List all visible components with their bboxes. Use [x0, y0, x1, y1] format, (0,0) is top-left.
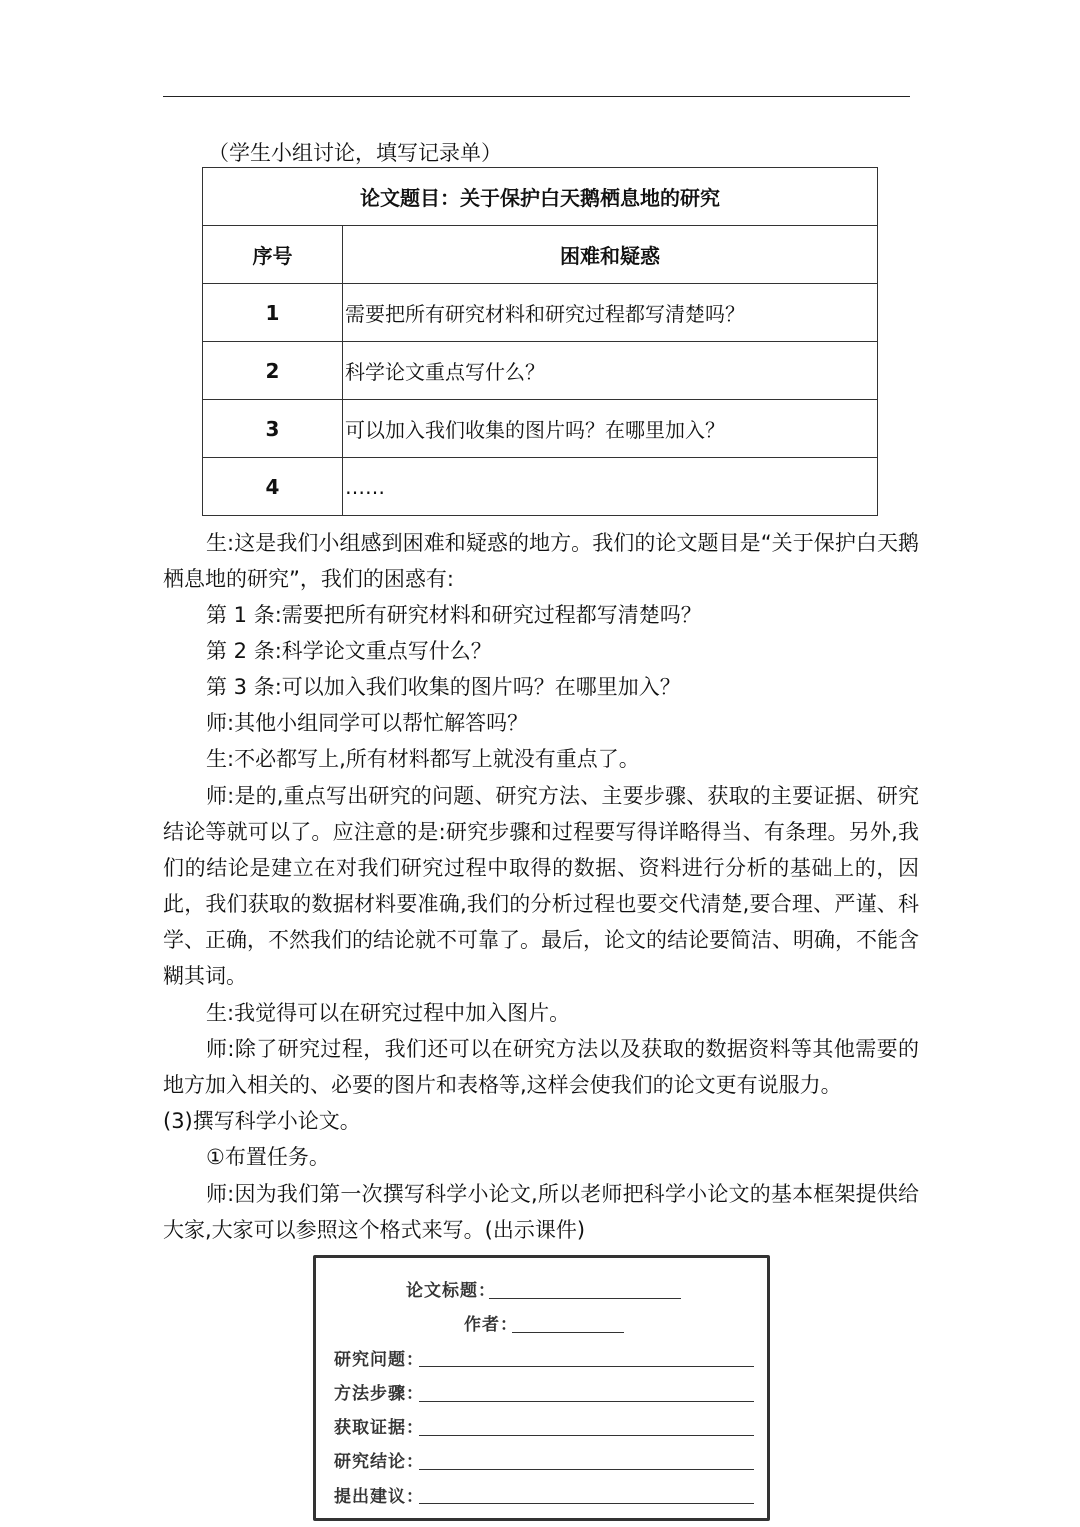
form-title-line: [489, 1298, 681, 1299]
form-field-line: [419, 1469, 754, 1470]
row-question: 科学论文重点写什么？: [343, 342, 878, 400]
paragraph-item-3: 第 3 条:可以加入我们收集的图片吗？在哪里加入？: [206, 675, 681, 699]
paragraph-teacher-3: 师:除了研究过程，我们还可以在研究方法以及获取的数据资料等其他需要的地方加入相关的、必要的图片和表格等,这样会使我们的论文更有说服力。: [163, 1037, 919, 1097]
form-field-line: [419, 1435, 754, 1436]
paragraph-student-2: 生:不必都写上,所有材料都写上就没有重点了。: [206, 747, 640, 771]
paragraph-item-2: 第 2 条:科学论文重点写什么？: [206, 639, 492, 663]
row-number: 4: [203, 458, 343, 516]
table-title: 论文题目：关于保护白天鹅栖息地的研究: [203, 168, 878, 226]
form-field-label: 提出建议：: [334, 1487, 424, 1507]
form-field-label: 研究结论：: [334, 1452, 424, 1472]
task-heading: ①布置任务。: [206, 1145, 330, 1169]
form-field-line: [419, 1366, 754, 1367]
form-field-label: 研究问题：: [334, 1350, 424, 1370]
form-field-line: [419, 1401, 754, 1402]
form-field-line: [419, 1503, 754, 1504]
table-header-row: [203, 226, 878, 284]
section-heading: (3)撰写科学小论文。: [163, 1109, 361, 1133]
table-row: [203, 400, 878, 458]
paper-template-form: [313, 1255, 770, 1521]
row-question: ……: [343, 458, 878, 516]
row-number: 1: [203, 284, 343, 342]
form-field-label: 获取证据：: [334, 1418, 424, 1438]
form-title-label: 论文标题：: [406, 1281, 496, 1301]
table-row: [203, 458, 878, 516]
header-rule: [163, 96, 910, 97]
table-row: [203, 284, 878, 342]
paragraph-item-1: 第 1 条:需要把所有研究材料和研究过程都写清楚吗？: [206, 603, 702, 627]
row-number: 3: [203, 400, 343, 458]
record-table: [202, 167, 878, 516]
paragraph-student-3: 生:我觉得可以在研究过程中加入图片。: [206, 1001, 571, 1025]
form-field-label: 方法步骤：: [334, 1384, 424, 1404]
table-title-row: [203, 168, 878, 226]
paragraph-teacher-2: 师:是的,重点写出研究的问题、研究方法、主要步骤、获取的主要证据、研究结论等就可以了。应注意的是:研究步骤和过程要写得详略得当、有条理。另外,我们的结论是建立在对我们研究过程中取得的数据、资料进行分析的基础上的，因此，我们获取的数据材料要准确,我们的分析过程也要交代清楚,要合理、严谨、科学、正确，不然我们的结论就不可靠了。最后，论文的结论要简洁、明确，不能含糊其词。: [163, 784, 919, 988]
table-row: [203, 342, 878, 400]
header-index: 序号: [203, 226, 343, 284]
form-author-line: [512, 1332, 624, 1333]
form-author-label: 作者：: [464, 1315, 518, 1335]
paragraph-student-1: 生:这是我们小组感到困难和疑惑的地方。我们的论文题目是“关于保护白天鹅栖息地的研究”，我们的困惑有:: [163, 531, 919, 591]
header-question: 困难和疑惑: [343, 226, 878, 284]
paragraph-teacher-4: 师:因为我们第一次撰写科学小论文,所以老师把科学小论文的基本框架提供给大家,大家可以参照这个格式来写。(出示课件): [163, 1182, 919, 1242]
row-question: 需要把所有研究材料和研究过程都写清楚吗？: [343, 284, 878, 342]
row-question: 可以加入我们收集的图片吗？在哪里加入？: [343, 400, 878, 458]
paragraph-teacher-1: 师:其他小组同学可以帮忙解答吗？: [206, 711, 529, 735]
row-number: 2: [203, 342, 343, 400]
intro-note: （学生小组讨论，填写记录单）: [208, 141, 502, 165]
